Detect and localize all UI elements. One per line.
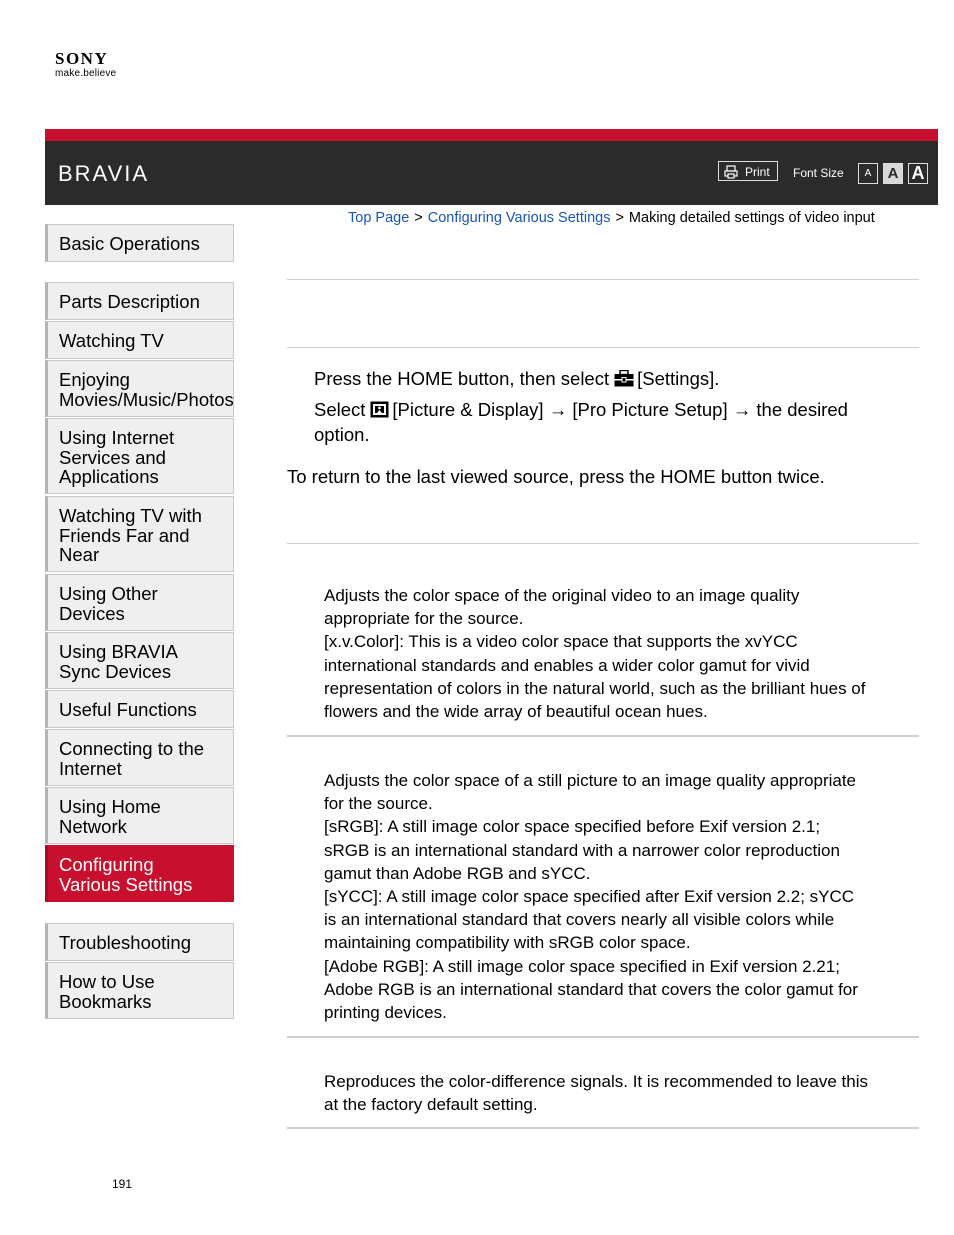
print-icon xyxy=(724,165,738,179)
section-divider xyxy=(287,543,919,544)
step-1-text-before: Press the HOME button, then select xyxy=(314,368,610,389)
sidebar-item-label: Using Home Network xyxy=(59,796,161,837)
page-number: 191 xyxy=(112,1177,133,1191)
sidebar-item-label: Connecting to the Internet xyxy=(59,738,205,779)
breadcrumb xyxy=(348,209,875,227)
sidebar-item-watching-with-friends[interactable] xyxy=(45,496,234,572)
section-1-line: [x.v.Color]: This is a video color space that supports the xvYCC xyxy=(324,632,798,652)
section-1-description xyxy=(324,584,865,723)
picture-display-icon xyxy=(370,401,389,418)
breadcrumb-separator: > xyxy=(615,210,624,226)
section-3-description xyxy=(324,1070,868,1116)
section-3-line: Reproduces the color-difference signals. It is recommended to leave this xyxy=(324,1072,868,1091)
step-1 xyxy=(314,366,719,391)
title-divider-top xyxy=(287,279,919,280)
breadcrumb-configuring-settings[interactable]: Configuring Various Settings xyxy=(427,210,611,226)
step-2-text-after: [Picture & Display] → [Pro Picture Setup] → the desired xyxy=(392,399,848,420)
sidebar-item-troubleshooting[interactable] xyxy=(45,923,234,961)
section-2-line: for the source. xyxy=(324,794,433,814)
sidebar-item-label: Troubleshooting xyxy=(59,932,191,953)
section-2-description xyxy=(324,769,858,1024)
section-divider xyxy=(287,1036,919,1038)
product-logo: BRAVIA xyxy=(58,161,150,186)
sidebar-item-bookmarks[interactable] xyxy=(45,962,234,1019)
return-note: To return to the last viewed source, press the HOME button twice. xyxy=(287,466,825,487)
font-size-label: Font Size xyxy=(793,166,844,180)
section-1-line: Adjusts the color space of the original video to an image quality xyxy=(324,586,800,605)
sidebar-item-connecting-internet[interactable] xyxy=(45,729,234,786)
font-size-medium-button[interactable]: A xyxy=(883,163,903,184)
section-1-line: appropriate for the source. xyxy=(324,609,524,629)
breadcrumb-current: Making detailed settings of video input xyxy=(628,210,875,226)
sony-logo xyxy=(55,50,116,80)
sidebar-item-other-devices[interactable] xyxy=(45,574,234,631)
sidebar-item-label: Using BRAVIA Sync Devices xyxy=(59,641,177,682)
sidebar-item-label: Enjoying Movies/Music/Photos xyxy=(59,369,234,410)
section-2-line: sRGB is an international standard with a narrower color reproduction xyxy=(324,840,840,860)
brand-name: SONY xyxy=(55,49,109,68)
print-label: Print xyxy=(745,165,770,179)
sidebar-item-label: Useful Functions xyxy=(59,699,197,720)
sidebar-item-label: Using Internet Services and Applications xyxy=(59,427,175,487)
sidebar-item-label: Using Other Devices xyxy=(59,583,158,624)
section-2-line: [sYCC]: A still image color space specified after Exif version 2.2; sYCC xyxy=(324,887,855,907)
sidebar-item-watching-tv[interactable] xyxy=(45,321,234,359)
section-2-line: Adobe RGB is an international standard that covers the color gamut for xyxy=(324,979,858,999)
sidebar-item-label: Watching TV with Friends Far and Near xyxy=(59,505,202,565)
section-2-line: [Adobe RGB]: A still image color space specified in Exif version 2.21; xyxy=(324,956,840,976)
brand-tagline: make.believe xyxy=(55,68,117,79)
sidebar-item-label: Parts Description xyxy=(59,291,200,312)
section-2-line: is an international standard that covers nearly all visible colors while xyxy=(324,910,835,930)
section-2-line: gamut than Adobe RGB and sYCC. xyxy=(324,863,591,883)
print-button[interactable] xyxy=(718,161,778,181)
title-divider-bottom xyxy=(287,347,919,348)
section-1-line: international standards and enables a wider color gamut for vivid xyxy=(324,655,810,675)
breadcrumb-separator: > xyxy=(414,210,423,226)
section-divider xyxy=(287,735,919,737)
step-2-text-line2: option. xyxy=(314,424,370,445)
section-2-line: printing devices. xyxy=(324,1003,447,1023)
sidebar-item-configuring-settings[interactable] xyxy=(45,845,234,902)
settings-toolbox-icon xyxy=(614,370,634,387)
sidebar-item-home-network[interactable] xyxy=(45,787,234,844)
sidebar-item-label: Basic Operations xyxy=(59,233,200,254)
sidebar-item-enjoying-media[interactable] xyxy=(45,360,234,417)
section-divider xyxy=(287,1127,919,1129)
font-size-large-button[interactable]: A xyxy=(908,163,928,184)
section-3-line: at the factory default setting. xyxy=(324,1095,538,1115)
section-1-line: representation of colors in the natural world, such as the brilliant hues of xyxy=(324,678,866,698)
step-2-text-before: Select xyxy=(314,399,366,420)
sidebar-item-parts-description[interactable] xyxy=(45,282,234,320)
sidebar-item-label: Configuring Various Settings xyxy=(59,854,193,895)
font-size-small-button[interactable]: A xyxy=(858,163,878,184)
breadcrumb-top-page[interactable]: Top Page xyxy=(348,210,410,226)
sidebar-item-bravia-sync[interactable] xyxy=(45,632,234,689)
step-1-text-after: [Settings]. xyxy=(637,368,720,389)
sidebar-item-internet-services[interactable] xyxy=(45,418,234,494)
sidebar-item-basic-operations[interactable] xyxy=(45,224,234,262)
sidebar-item-useful-functions[interactable] xyxy=(45,690,234,728)
header-accent-strip xyxy=(45,129,938,141)
sidebar-item-label: How to Use Bookmarks xyxy=(59,971,155,1012)
sidebar-item-label: Watching TV xyxy=(59,330,164,351)
section-2-line: maintaining compatibility with sRGB color space. xyxy=(324,933,691,953)
step-2 xyxy=(314,397,914,447)
section-2-line: [sRGB]: A still image color space specified before Exif version 2.1; xyxy=(324,817,821,837)
section-1-line: flowers and the wide array of beautiful ocean hues. xyxy=(324,702,708,722)
section-2-line: Adjusts the color space of a still picture to an image quality appropriate xyxy=(324,771,857,790)
